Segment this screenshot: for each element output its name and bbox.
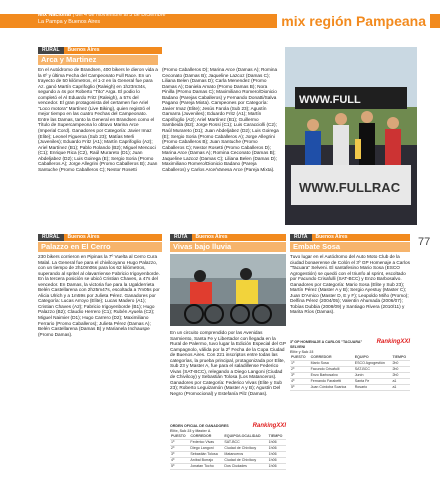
cell: Jonatan Tocho (189, 464, 223, 470)
col-header: TIEMPO (391, 355, 410, 361)
cell: Rosario (354, 385, 392, 391)
embate-tag-value: Buenos Aires (315, 234, 348, 240)
cell: 5º (170, 464, 189, 470)
vivas-photo (170, 254, 286, 326)
cell: 1h06 (268, 464, 286, 470)
cyclists-image (170, 254, 286, 326)
cell: Ciudad de Chivilcoy (223, 446, 267, 452)
arca-tag-key: RURAL (38, 47, 64, 54)
col-header: EQUIPO (354, 355, 392, 361)
podium-image (285, 47, 417, 225)
cell: 2º (290, 367, 310, 373)
cell: 1º (170, 440, 189, 446)
section-title (277, 13, 430, 29)
embate-tag (290, 234, 410, 241)
svg-text:WWW.FULLRAC: WWW.FULLRAC (299, 180, 401, 195)
vivas-ranking-sub: Elite, Sub 23 y Master A (170, 429, 211, 433)
cell: Enzo Barbosalvo (310, 373, 354, 379)
cell: Aníbal Borrajo (189, 458, 223, 464)
embate-tag-key: RUTA (290, 234, 312, 241)
arca-body-col1: En el Autódromo de Brandsen, 400 bikers le dieron vida a la 6º y última Fecha del Campeonato Full Race. En un trayecto de 50 kilómetros, el 1-2 en la General fue para Az. ganó Martín Caprifoglio (Raleigh) en 1h23m34s, segundo a 4s por Roberto "Tito" Arga. El podio lo completó el Al Eduardo Fritz (Raleigh), a 57s del vencedor. El gran protagonista del certamen fue Ariel "Loco motora" Martínez (Live Biking), quien registró el mejor tiempo en las cuatro Fechas del Campeonato. Entre las Damas, tanto la General en Brandsen como el Título de Supercampeona lo obtuvo Marina Arce (Imperial Cord). Ganadores por Categoría: Javier Imaz (Elite); Leonel Figueroa (Sub 23); Matías Merli (Juveniles); Eduardo Fritz (A1); Martín Caprifoglio (A2); Ariel Martínez (B1); Pablo Rolando (B2); Miguel Mencoci (C1); Enrique Rica (C2), Raúl Murareto (D1); Juan Abdeljabez (D2); Luis Goirega (E); Sergio Soria (Promo Caballeros A); Jorge Allegrini (Promo Caballeros B); Juan Santuche (Promo Caballeros C); Nestor Rosetti (38, 67, 158, 172)
col-header: EQUIPO/LOCALIDAD (223, 434, 267, 440)
arca-tag-value: Buenos Aires (67, 47, 100, 53)
cell: Federico Vivas (189, 440, 223, 446)
cell: 1h06 (268, 446, 286, 452)
table-row (170, 464, 286, 470)
embate-ranking-sub: Elite y Sub 23 (290, 350, 314, 354)
vivas-title: Vivas bajo lluvia (170, 242, 286, 252)
cell: 2h0 (391, 373, 410, 379)
cell: Juan Córdoba Scarica (310, 385, 354, 391)
embate-title: Embate Sosa (290, 242, 410, 252)
vivas-ranking-head: ORDEN OFICIAL DE GANADORES (170, 424, 229, 428)
col-header: PUESTO (290, 355, 310, 361)
cell: 1º (290, 361, 310, 367)
palazzo-body: 230 bikers corrieron en Pipinas la 7º Vuelta al Cerro Cura Malal. La General fue para el chivilcoyano Hugo Palazzo, con un tiempo de 2h10m06s para los 62 kilómetros, superando al spritel al olavarriense Fabricio Irigoyenborde. En la tercera posición se ubicó Cristian Chaves, a 47s del vencedor. En Damas, la victoria fue para la Ugalderrieta Belén Castellarena con 2h25m47s, escoltada a 7m05s por Alicia Ulrich y a 1m59s por Julieta Pérez. Ganadores por Categoría: Lucas Arroyo (Elite); Lucas Madero (A1); Cristian Chaves (A2); Fabricio Irigoyenborde (B1); Hugo Palazzo (B2); Claudio Herrero (C1); Rubén Ayuela (C2); Miguel Naimier (D1); Hugo Carrero (D2); Maximiliano Ferrario (Promo Caballeros); Julieta Pérez (Damas A); Belén Castellarena (Damas B) y Marianela Inchauspe (Promo Damas). (38, 254, 160, 337)
vivas-body: En un circuito comprendido por las Avenidas Sarmiento, Santa Fe y Libertador con llegada en la Rural de Palermo, tuvo lugar la Edición Especial del GP Campagnolo, válida por la 2º Fecha de la Copa Ciudad de Buenos Aires. Con 221 inscriptos entre todas las categorías, la prueba principal, protagonizada por Elite, Sub 23 y Master A, fue para el saladillense Federico Vivas (SAT-BCC), relegando a Diego Langoni (Ciudad de Chivilcoy) y Sebastián Tolosa (Los Matanceros). Ganadores por Categoría: Federico Vivas (Elite y Sub 23); Roberto Leguizamón (Master A y B); Agustín Del Negro (Promocional) y Estefanía Pilz (Damas). (170, 330, 286, 397)
header-left (38, 12, 166, 25)
cell: Diego Langoni (189, 446, 223, 452)
palazzo-title: Palazzo en El Cerro (38, 242, 162, 252)
cell: 4º (170, 458, 189, 464)
cell: 5º (290, 385, 310, 391)
cell: Ciudad de Chivilcoy (223, 458, 267, 464)
col-header: CORREDOR (189, 434, 223, 440)
col-header: CORREDOR (310, 355, 354, 361)
vivas-ranking-table (170, 424, 286, 470)
embate-body: Tuvo lugar en el Autódromo del Auto Moto Club de la ciudad bonaerense de Colón el 3º GP Homenaje a Carlos "Tacuara" Selveni. El santafesino Mario Sosa (ESCO Agrogestión) se quedó con el triunfo al sprint, escoltado por Facundo Crisafulli (SAT-BCC) y Enzo Barbosalvo. Ganadores por Categoría: Mario Sosa (Elite y Sub 23); Martín Pérez (Master A y B); Sergio Ayestuy (Master C); Juan D'Amico (Master D, E y F); Leopoldo Miño (Promo); Delfina Pérez (2004/05); Valentín Ahumada (2006/07); Tobías Dubbia (2008/09) y Santiago Rivera (2010/11) y Marita Ríos (Damas). (290, 254, 410, 315)
region-label: región Pampeana (305, 13, 426, 29)
arca-tag (38, 47, 162, 54)
cell: Matanceros (223, 452, 267, 458)
col-header: TIEMPO (268, 434, 286, 440)
cell: a1 (391, 379, 410, 385)
cell: ESCO Agrogestión (354, 361, 392, 367)
cell: 1h06 (268, 452, 286, 458)
col-header: PUESTO (170, 434, 189, 440)
cell: 2h0 (391, 367, 410, 373)
ranking-logo: RankingXXI (376, 339, 410, 345)
arca-title: Arca y Martinez (38, 55, 158, 65)
cell: a1 (391, 385, 410, 391)
cell: Mario Sosa (310, 361, 354, 367)
cell: 3º (170, 452, 189, 458)
cell: SAT-BCC (223, 440, 267, 446)
cell: Junín (354, 373, 392, 379)
cell: 1h06 (268, 458, 286, 464)
cell: 2h0 (391, 361, 410, 367)
cell: 3º (290, 373, 310, 379)
palazzo-tag-value: Buenos Aires (67, 234, 100, 240)
palazzo-tag-key: RURAL (38, 234, 64, 241)
table-row (290, 385, 410, 391)
cell: Dos Ciudades (223, 464, 267, 470)
cell: Facundo Crisafulli (310, 367, 354, 373)
mix-label: mix (281, 13, 306, 29)
ranking-logo: RankingXXI (252, 423, 286, 429)
cell: 2º (170, 446, 189, 452)
vivas-tag-value: Buenos Aires (195, 234, 228, 240)
header-subtitle: La Pampa y Buenos Aires (38, 18, 101, 25)
svg-text:WWW.FULL: WWW.FULL (299, 94, 361, 106)
page-number: 77 (418, 236, 431, 248)
vivas-tag-key: RUTA (170, 234, 192, 241)
vivas-tag (170, 234, 286, 241)
cell: 4º (290, 379, 310, 385)
cell: Fernando Farabetti (310, 379, 354, 385)
header-title-bold: Mix Nacional (38, 12, 71, 18)
arca-body-col2: (Promo Caballeros D); Marina Arce (Damas A); Romina Ceconato (Damas B); Jaqueline Lazcoz (Damas C); Liliana Belen (Damas D); Carla Menendez (Promo Damas A); Daniela Amato (Promo Damas B); Nora Pinilla (Promo Damas C); Maximiliano Romero/Dionicio Badano (Parejas Caballeros) y Fernando Donatti/Salva Pagano (Pareja Mixta). Campeones por Categoría: Javier Imaz (Elite); Jesús Farola (Sub 23); Agustín Gamarra (Juveniles); Eduardo Fritz (A1); Martín Caprifoglio (A2); Ariel Martínez (B1); Guillermo Sambeida (B2); Jorge Rossi (C1); Luis Caracciolli (C2); Raúl Murareto (D1); Juan Abdeljabez (D2); Luis Goirega (E); Sergio Soria (Promo Caballeros A); Jorge Allegrini (Promo Caballeros B); Juan Santuche (Promo Caballeros C); Nestor Rosetti (Promo Caballeros D); Marina Arce (Damas A); Romina Ceconato (Damas B); Jaqueline Lazcoz (Damas C); Liliana Belen (Damas D); Maximiliano Romero/Dionicio Badano (Pareja Caballeros) y Carlos Arce/Vanesa Arce (Pareja Mixta). (162, 67, 279, 172)
palazzo-tag (38, 234, 162, 241)
page-header (0, 0, 440, 38)
header-title-rest: | del 4 de Noviembre al 3 de Diciembre (70, 12, 166, 18)
embate-ranking-head: 3º GP HOMENAJE A CARLOS "TACUARA" SELVENI (290, 340, 363, 349)
cell: SAT-BCC (354, 367, 392, 373)
cell: Santa Fe (354, 379, 392, 385)
arca-podium-photo (285, 47, 417, 225)
cell: 1h06 (268, 440, 286, 446)
embate-ranking-table (290, 340, 410, 391)
cell: Sebastián Tolosa (189, 452, 223, 458)
